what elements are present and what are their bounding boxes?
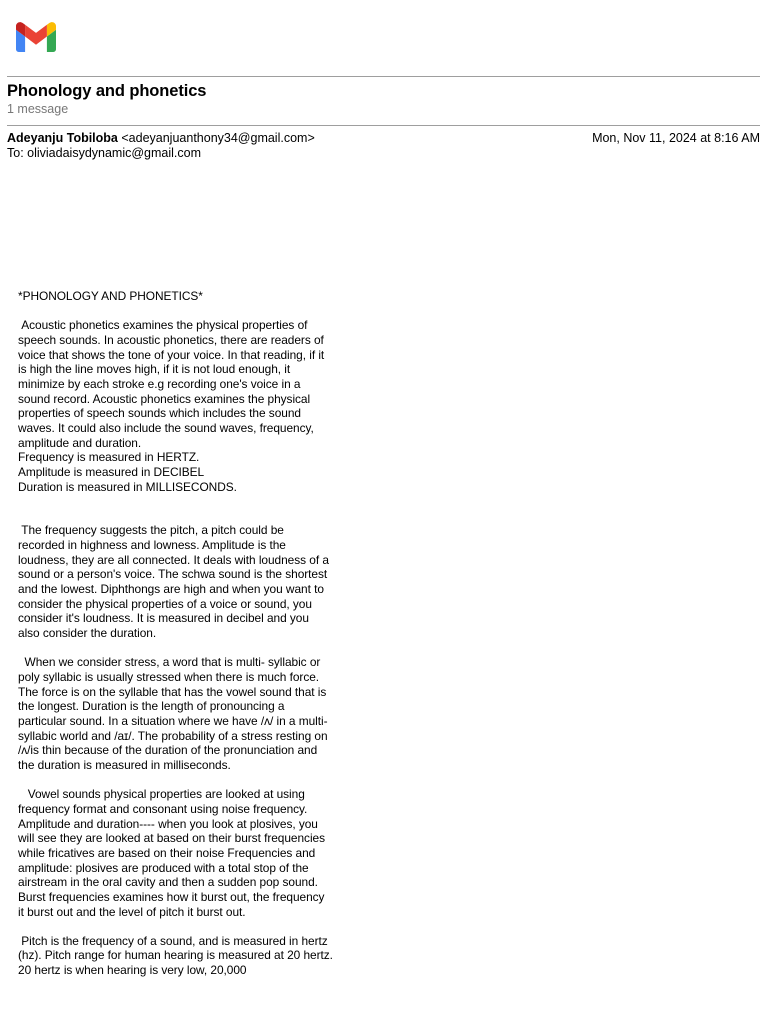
sender-name: Adeyanju Tobiloba <box>7 131 118 145</box>
sender-line <box>7 131 315 145</box>
body-paragraph: Vowel sounds physical properties are looked at using frequency format and consonant using noise frequency. Amplitude and duration---- when you look at plosives, you will see they are looked at based on their burst frequencies while fricatives are based on their noise Frequencies and amplitude: plosives are produced with a total stop of the airstream in the oral cavity and then a sudden pop sound. Burst frequencies examines how it burst out, the frequency it burst out and the level of pitch it burst out. <box>18 787 329 919</box>
gmail-logo-icon <box>16 22 56 52</box>
message-count: 1 message <box>7 102 69 116</box>
message-body <box>18 289 337 978</box>
body-paragraph: When we consider stress, a word that is multi- syllabic or poly syllabic is usually stressed when there is much force. The force is on the syllable that has the vowel sound that is the longest. Duration is the length of pronouncing a particular sound. In a situation where we have /ʌ/ in a multi- syllabic world and /aɪ/. The probability of a stress resting on /ʌ/is thin because of the duration of the pronunciation and the duration is measured in milliseconds. <box>18 655 331 772</box>
message-date: Mon, Nov 11, 2024 at 8:16 AM <box>592 131 760 145</box>
recipient-line: To: oliviadaisydynamic@gmail.com <box>7 146 202 160</box>
email-subject: Phonology and phonetics <box>7 82 207 100</box>
subject-divider <box>7 125 760 126</box>
body-title: *PHONOLOGY AND PHONETICS* <box>18 289 203 303</box>
body-paragraph: Acoustic phonetics examines the physical properties of speech sounds. In acoustic phonetics, there are readers of voice that shows the tone of your voice. In that reading, if it is high the line moves high, if it is not loud enough, it minimize by each stroke e.g recording one's voice in a sound record. Acoustic phonetics examines the physical properties of speech sounds which includes the sound waves. It could also include the sound waves, frequency, amplitude and duration. Frequency is measured in HERTZ. Amplitude is measured in DECIBEL Duration is measured in MILLISECONDS. <box>18 318 325 494</box>
header-divider <box>7 76 760 77</box>
body-paragraph: The frequency suggests the pitch, a pitch could be recorded in highness and lowness. Amplitude is the loudness, they are all connected. It deals with loudness of a sound or a person's voice. The schwa sound is the shortest and the lowest. Diphthongs are high and when you want to consider the physical properties of a voice or sound, you consider it's loudness. It is measured in decibel and you also consider the duration. <box>18 523 333 641</box>
sender-email[interactable]: <adeyanjuanthony34@gmail.com> <box>121 131 315 145</box>
body-paragraph: Pitch is the frequency of a sound, and is measured in hertz (hz). Pitch range for human hearing is measured at 20 hertz. 20 hertz is when hearing is very low, 20,000 <box>18 933 337 978</box>
